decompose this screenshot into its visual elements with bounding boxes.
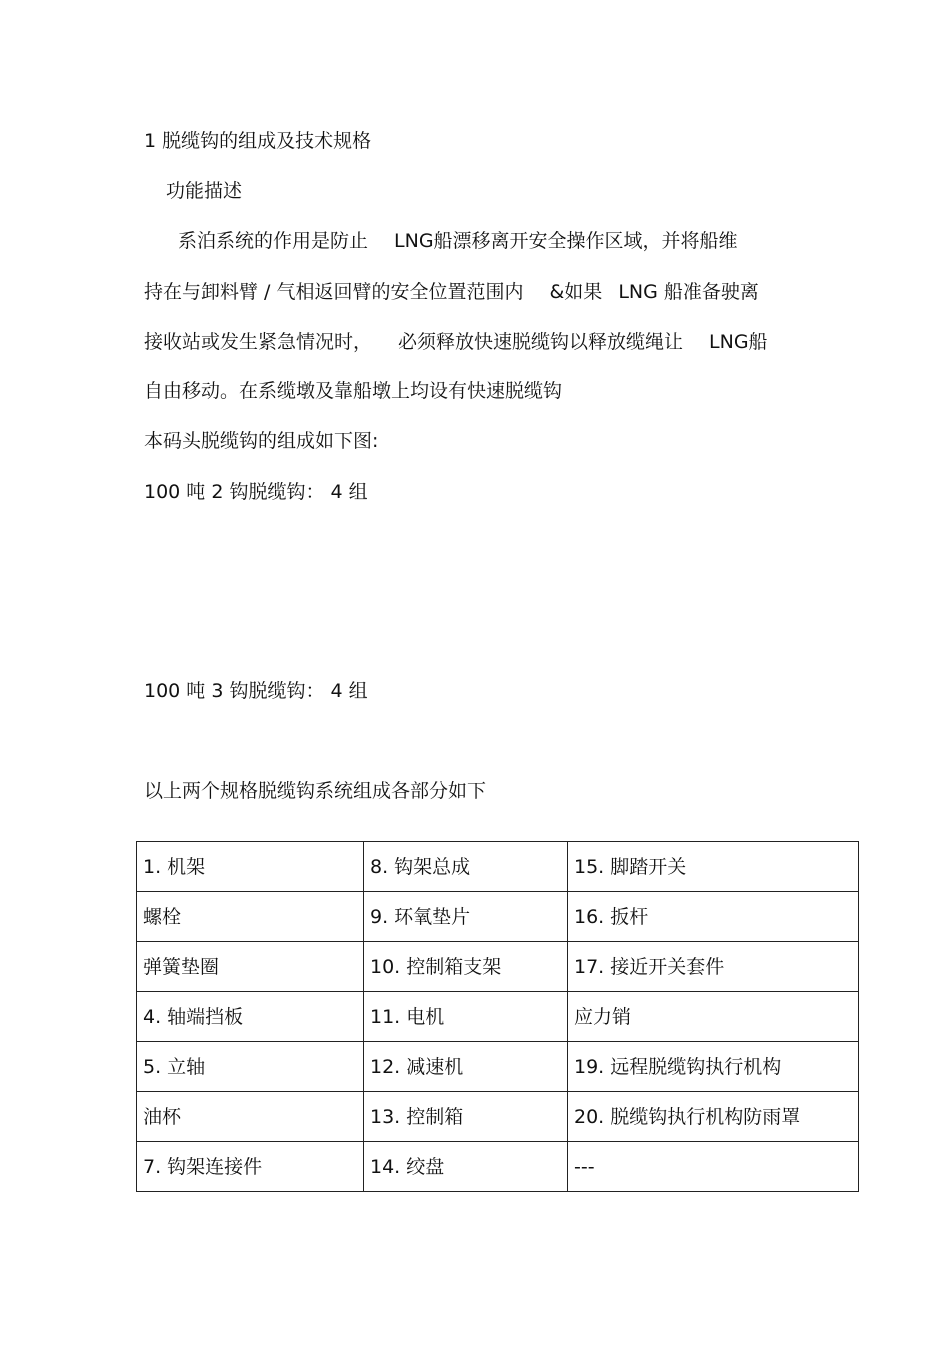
parts-table bbox=[136, 841, 859, 1192]
paragraph-text: 接收站或发生紧急情况时， bbox=[144, 331, 373, 353]
table-cell: 1. 机架 bbox=[137, 842, 364, 892]
paragraph-text: 持在与卸料臂 / 气相返回臂的安全位置范围内 bbox=[144, 281, 524, 303]
table-cell: 10. 控制箱支架 bbox=[364, 942, 568, 992]
table-intro: 以上两个规格脱缆钩系统组成各部分如下 bbox=[144, 780, 487, 802]
table-row bbox=[137, 942, 859, 992]
paragraph-line-3 bbox=[144, 329, 768, 355]
table-cell: 19. 远程脱缆钩执行机构 bbox=[568, 1042, 859, 1092]
table-cell: 5. 立轴 bbox=[137, 1042, 364, 1092]
table-cell: 17. 接近开关套件 bbox=[568, 942, 859, 992]
table-cell: 螺栓 bbox=[137, 892, 364, 942]
table-cell: 7. 钩架连接件 bbox=[137, 1142, 364, 1192]
table-cell: 9. 环氧垫片 bbox=[364, 892, 568, 942]
table-cell: 11. 电机 bbox=[364, 992, 568, 1042]
table-cell: 14. 绞盘 bbox=[364, 1142, 568, 1192]
table-row bbox=[137, 1092, 859, 1142]
table-cell: 弹簧垫圈 bbox=[137, 942, 364, 992]
table-row bbox=[137, 1042, 859, 1092]
paragraph-text: 必须释放快速脱缆钩以释放缆绳让 bbox=[398, 331, 684, 353]
paragraph-text: LNG船漂移离开安全操作区域，并将船维 bbox=[394, 230, 738, 252]
table-cell: 8. 钩架总成 bbox=[364, 842, 568, 892]
paragraph-text: LNG 船准备驶离 bbox=[618, 281, 759, 303]
table-row bbox=[137, 992, 859, 1042]
paragraph-text: &如果 bbox=[549, 281, 603, 303]
table-cell: 15. 脚踏开关 bbox=[568, 842, 859, 892]
section-heading: 1 脱缆钩的组成及技术规格 bbox=[144, 130, 372, 152]
composition-intro: 本码头脱缆钩的组成如下图: bbox=[144, 430, 379, 452]
table-cell: 20. 脱缆钩执行机构防雨罩 bbox=[568, 1092, 859, 1142]
table-cell: 4. 轴端挡板 bbox=[137, 992, 364, 1042]
table-cell: --- bbox=[568, 1142, 859, 1192]
spec-2-hook: 100 吨 2 钩脱缆钩： 4 组 bbox=[144, 481, 368, 503]
paragraph-line-2 bbox=[144, 279, 759, 305]
table-row bbox=[137, 892, 859, 942]
paragraph-text: LNG船 bbox=[709, 331, 768, 353]
paragraph-text: 系泊系统的作用是防止 bbox=[178, 230, 369, 252]
table-cell: 13. 控制箱 bbox=[364, 1092, 568, 1142]
paragraph-line-1 bbox=[178, 228, 738, 254]
table-cell: 油杯 bbox=[137, 1092, 364, 1142]
table-cell: 16. 扳杆 bbox=[568, 892, 859, 942]
spec-3-hook: 100 吨 3 钩脱缆钩： 4 组 bbox=[144, 680, 368, 702]
table-cell: 12. 减速机 bbox=[364, 1042, 568, 1092]
table-cell: 应力销 bbox=[568, 992, 859, 1042]
table-row bbox=[137, 842, 859, 892]
table-row bbox=[137, 1142, 859, 1192]
paragraph-line-4: 自由移动。在系缆墩及靠船墩上均设有快速脱缆钩 bbox=[144, 380, 563, 402]
subheading: 功能描述 bbox=[166, 180, 243, 202]
